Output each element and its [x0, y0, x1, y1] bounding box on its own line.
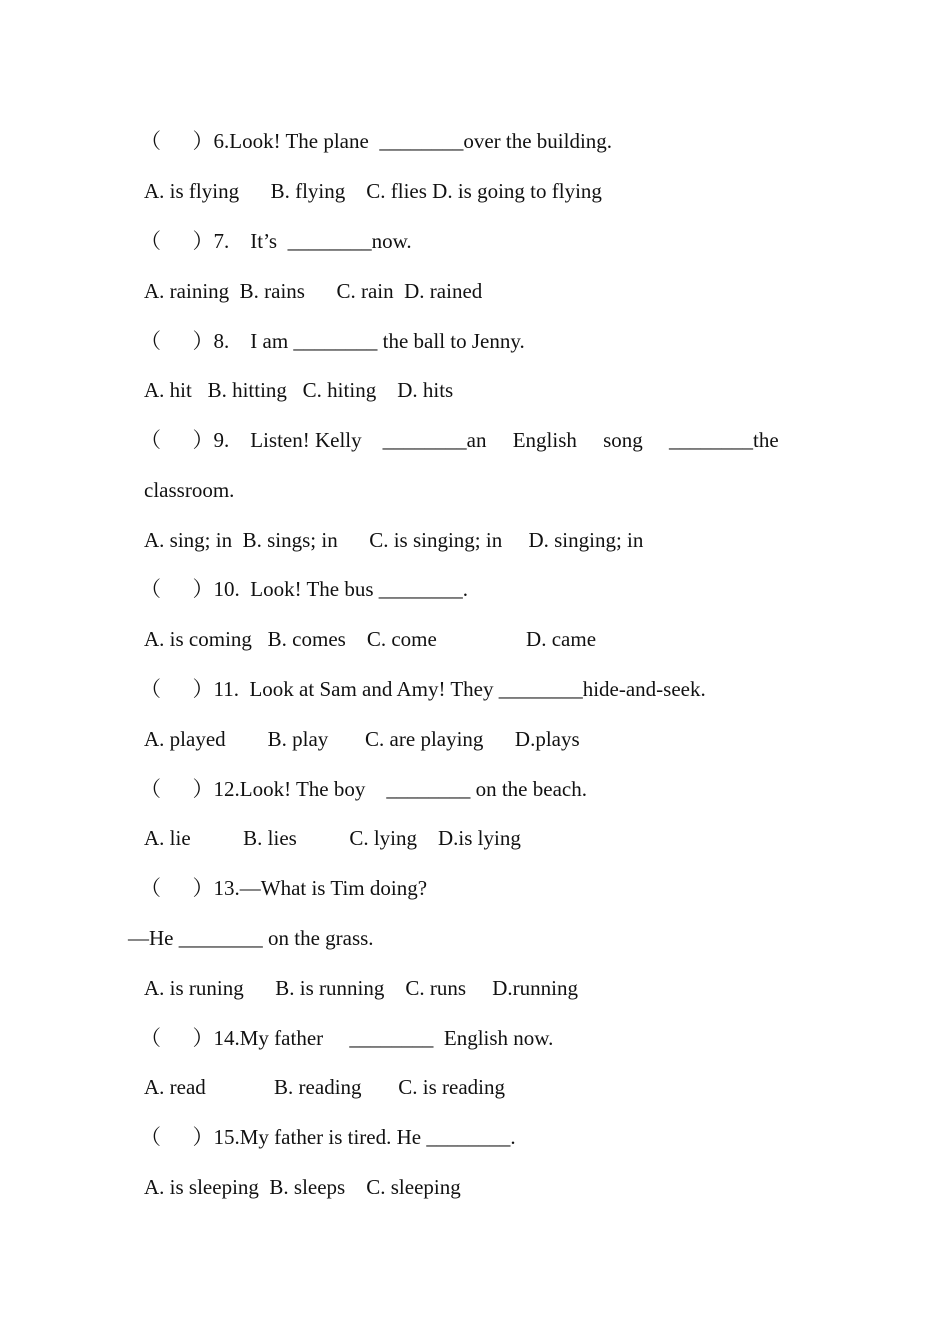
options-11: A. played B. play C. are playing D.plays — [144, 727, 580, 751]
options-13: A. is runing B. is running C. runs D.running — [144, 976, 579, 1000]
question-7: （ ）7. It’s ________now. — [140, 229, 412, 253]
options-15: A. is sleeping B. sleeps C. sleeping — [144, 1175, 461, 1199]
question-9-continuation: classroom. — [144, 478, 235, 502]
question-13: （ ）13.—What is Tim doing? — [140, 876, 428, 900]
question-9: （ ）9. Listen! Kelly ________an English song ________the — [140, 428, 779, 452]
question-13-answer: —He ________ on the grass. — [128, 926, 374, 950]
question-15: （ ）15.My father is tired. He ________. — [140, 1125, 516, 1149]
question-6: （ ）6.Look! The plane ________over the building. — [140, 129, 613, 153]
question-14: （ ）14.My father ________ English now. — [140, 1026, 554, 1050]
options-12: A. lie B. lies C. lying D.is lying — [144, 826, 521, 850]
options-10: A. is coming B. comes C. come D. came — [144, 627, 597, 651]
question-12: （ ）12.Look! The boy ________ on the beach. — [140, 777, 587, 801]
question-10: （ ）10. Look! The bus ________. — [140, 577, 469, 601]
options-7: A. raining B. rains C. rain D. rained — [144, 279, 483, 303]
question-8: （ ）8. I am ________ the ball to Jenny. — [140, 329, 525, 353]
question-11: （ ）11. Look at Sam and Amy! They ________hide-and-seek. — [140, 677, 706, 701]
options-8: A. hit B. hitting C. hiting D. hits — [144, 378, 454, 402]
options-6: A. is flying B. flying C. flies D. is going to flying — [144, 179, 602, 203]
options-9: A. sing; in B. sings; in C. is singing; in D. singing; in — [144, 528, 644, 552]
options-14: A. read B. reading C. is reading — [144, 1075, 506, 1099]
